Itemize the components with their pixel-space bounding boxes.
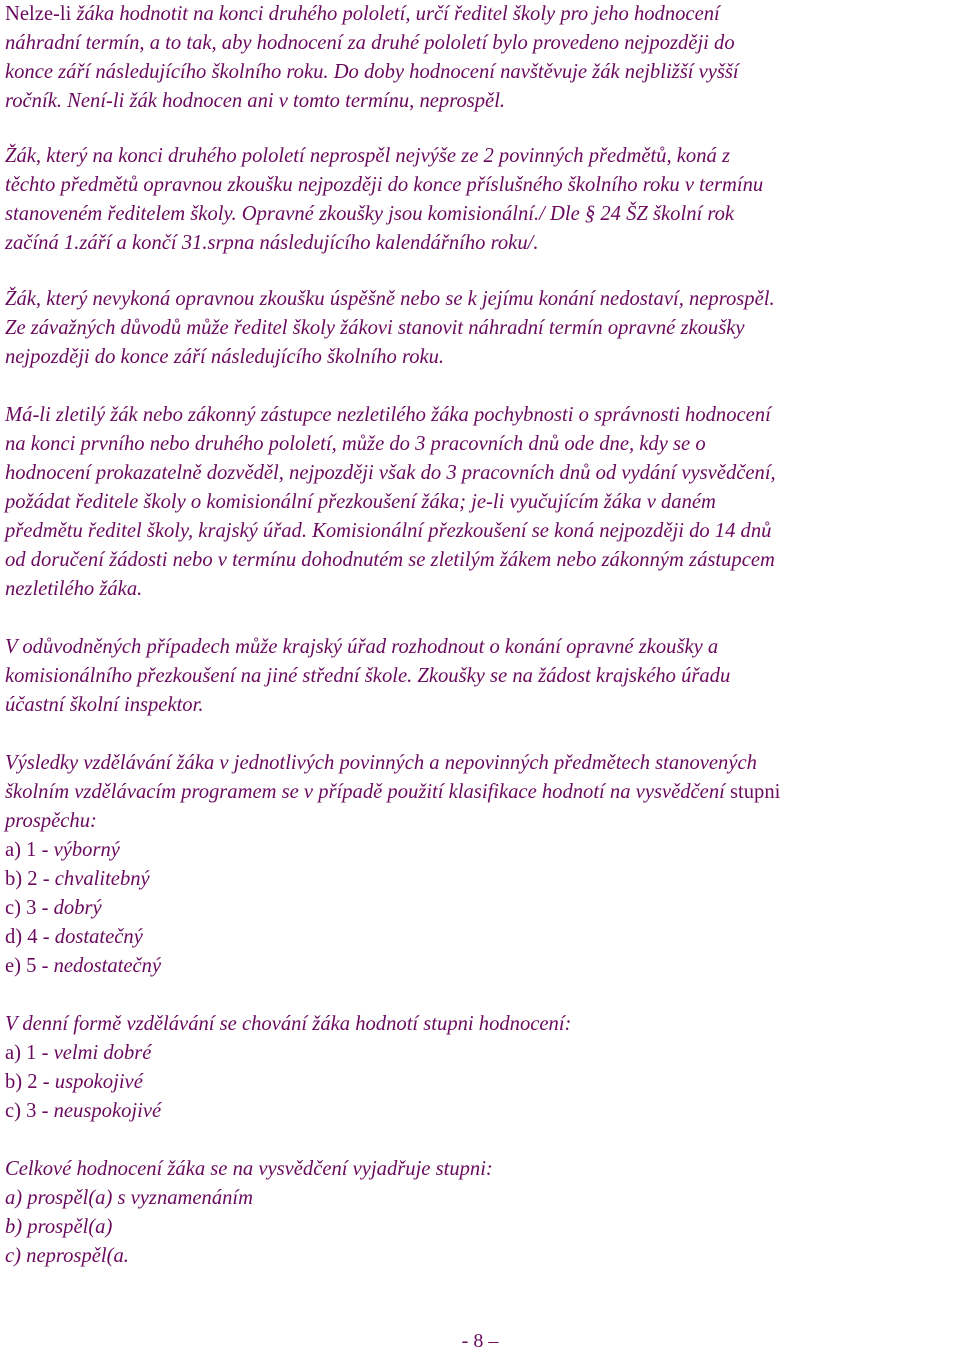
text-line — [5, 0, 955, 29]
paragraph-grading-scale — [5, 749, 955, 836]
list-item: a) 1 - velmi dobré — [5, 1042, 152, 1064]
paragraph-review-request — [5, 401, 955, 604]
list-item: c) 3 - neuspokojivé — [5, 1100, 162, 1122]
text-segment: nejpozději do konce září následujícího školního roku. — [5, 346, 445, 368]
text-segment: Do doby hodnocení navštěvuje žák nejbližší vyšší — [333, 61, 739, 83]
list-item: b) 2 - chvalitebný — [5, 868, 150, 890]
text-segment: začíná 1.září a končí 31.srpna následujícího kalendářního roku/. — [5, 232, 539, 254]
text-segment: V odůvodněných případech může krajský úřad rozhodnout o konání opravné zkoušky a — [5, 636, 719, 658]
text-line — [5, 29, 955, 58]
text-segment: hodnocení prokazatelně dozvěděl, nejpozději však do 3 pracovních dnů od vydání vysvědčení, — [5, 462, 776, 484]
text-segment: předmětu ředitel školy, krajský úřad. Komisionální přezkoušení se koná nejpozději do 14 dnů — [5, 520, 772, 542]
text-segment: prospěchu: — [5, 810, 97, 832]
text-line — [5, 691, 955, 720]
paragraph-failed-retake — [5, 285, 955, 372]
paragraph-regional-office — [5, 633, 955, 720]
text-segment: požádat ředitele školy o komisionální přezkoušení žáka; je-li vyučujícím žáka v daném — [5, 491, 716, 513]
paragraph-evaluation-deadline — [5, 0, 955, 116]
text-line — [5, 778, 955, 807]
text-line — [5, 142, 955, 171]
text-segment: účastní školní inspektor. — [5, 694, 204, 716]
list-item: c) neprospěl(a. — [5, 1245, 129, 1267]
text-line — [5, 401, 955, 430]
list-item: b) 2 - uspokojivé — [5, 1071, 143, 1093]
text-segment: nezletilého žáka. — [5, 578, 143, 600]
text-segment: žáka hodnotit na konci druhého pololetí, určí ředitel školy pro jeho hodnocení — [76, 3, 720, 25]
text-line — [5, 807, 955, 836]
text-line — [5, 575, 955, 604]
list-item: d) 4 - dostatečný — [5, 926, 143, 948]
text-line — [5, 633, 955, 662]
behavior-intro: V denní formě vzdělávání se chování žáka hodnotí stupni hodnocení: — [5, 1013, 572, 1035]
text-line — [5, 517, 955, 546]
text-segment: školním vzdělávacím programem se v případě použití klasifikace hodnotí na vysvědčení — [5, 781, 730, 803]
text-segment: Má-li zletilý žák nebo zákonný zástupce nezletilého žáka pochybnosti o správnosti hodnocení — [5, 404, 771, 426]
text-segment: náhradní termín, a to tak, aby hodnocení za druhé pololetí bylo provedeno nejpozději do — [5, 32, 735, 54]
overall-section — [5, 1155, 955, 1271]
text-line — [5, 87, 955, 116]
list-item: a) prospěl(a) s vyznamenáním — [5, 1187, 254, 1209]
text-segment: Výsledky vzdělávání žáka v jednotlivých povinných a nepovinných předmětech stanovených — [5, 752, 757, 774]
paragraph-retake-exam — [5, 142, 955, 258]
text-line — [5, 488, 955, 517]
text-segment: ročník. Není-li žák hodnocen ani v tomto termínu, neprospěl. — [5, 90, 506, 112]
text-segment: stupni — [730, 781, 781, 803]
list-item: e) 5 - nedostatečný — [5, 955, 162, 977]
page-number: - 8 – — [461, 1330, 499, 1352]
text-line — [5, 662, 955, 691]
list-item: a) 1 - výborný — [5, 839, 120, 861]
text-line — [5, 314, 955, 343]
text-line — [5, 749, 955, 778]
text-segment: od doručení žádosti nebo v termínu dohodnutém se zletilým žákem nebo zákonným zástupcem — [5, 549, 775, 571]
text-line — [5, 459, 955, 488]
text-line — [5, 285, 955, 314]
text-line — [5, 430, 955, 459]
list-item: c) 3 - dobrý — [5, 897, 102, 919]
text-segment: Žák, který na konci druhého pololetí neprospěl nejvýše ze 2 povinných předmětů, koná z — [5, 145, 730, 167]
behavior-section — [5, 1010, 955, 1126]
text-segment: těchto předmětů opravnou zkoušku nejpozději do konce příslušného školního roku v termínu — [5, 174, 764, 196]
text-line — [5, 200, 955, 229]
text-line — [5, 343, 955, 372]
text-segment: Nelze-li — [5, 3, 77, 25]
text-line — [5, 546, 955, 575]
text-line — [5, 58, 955, 87]
text-segment: komisionálního přezkoušení na jiné střední škole. Zkoušky se na žádost krajského úřadu — [5, 665, 731, 687]
list-item: b) prospěl(a) — [5, 1216, 113, 1238]
text-segment: Ze závažných důvodů může ředitel školy žákovi stanovit náhradní termín opravné zkoušky — [5, 317, 745, 339]
grade-list — [5, 836, 955, 981]
text-line — [5, 229, 955, 258]
text-line — [5, 171, 955, 200]
text-segment: na konci prvního nebo druhého pololetí, může do 3 pracovních dnů ode dne, kdy se o — [5, 433, 706, 455]
text-segment: Žák, který nevykoná opravnou zkoušku úspěšně nebo se k jejímu konání nedostaví, neprospěl. — [5, 288, 775, 310]
overall-intro: Celkové hodnocení žáka se na vysvědčení vyjadřuje stupni: — [5, 1158, 493, 1180]
text-segment: stanoveném ředitelem školy. Opravné zkoušky jsou komisionální./ Dle § 24 ŠZ školní rok — [5, 203, 735, 225]
text-segment: konce září následujícího školního roku. — [5, 61, 334, 83]
